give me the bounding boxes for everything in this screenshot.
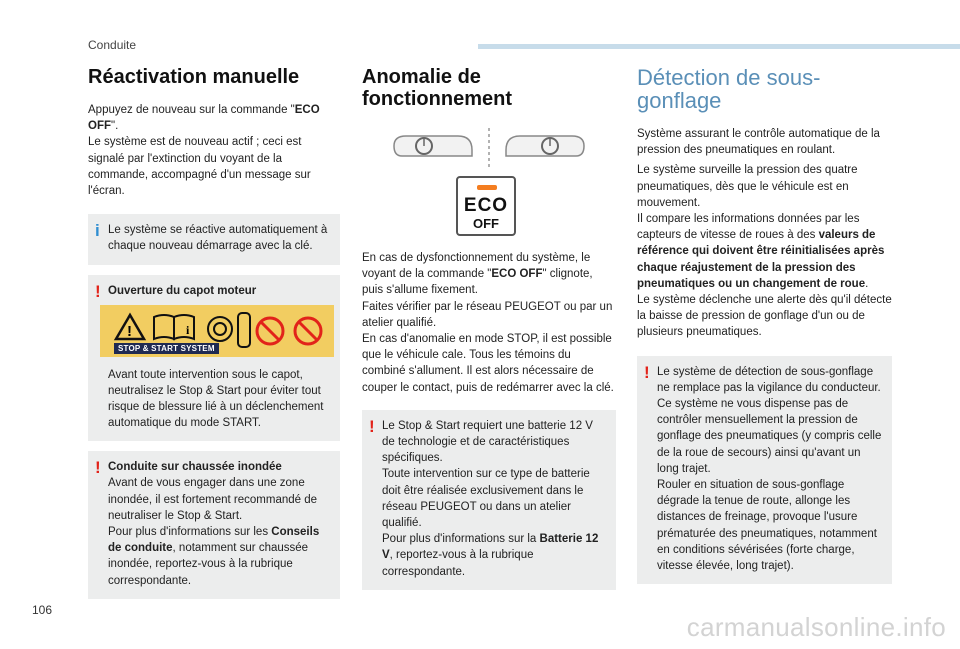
hood-warning-text: Avant toute intervention sous le capot, neutralisez le Stop & Start pour éviter tout risque de blessure lié à un déclenchement automatique du mode START. <box>108 368 324 430</box>
svg-text:!: ! <box>127 322 132 340</box>
reactivation-text: Appuyez de nouveau sur la commande "ECO OFF". Le système est de nouveau actif ; ceci est signalé par l'extinction du voyant de la commande, accompagné d'un message sur l'écran. <box>88 104 320 198</box>
flood-warning-title: Conduite sur chaussée inondée <box>108 461 282 474</box>
column-reactivation <box>88 66 340 599</box>
column-sous-gonflage <box>637 66 892 584</box>
anomalie-text: En cas de dysfonctionnement du système, le voyant de la commande "ECO OFF" clignote, puis s'allume fixement. Faites vérifier par le réseau PEUGEOT ou par un atelier qualifié. En cas d'anomalie en mode STOP, il est possible que le véhicule cale. Tous les témoins du combiné s'allument. Il est alors nécessaire de couper le contact, puis de redémarrer avec la clé. <box>362 252 614 394</box>
warning-icon: ! <box>644 362 650 382</box>
eco-off-illustration <box>362 124 616 242</box>
hood-warning-title: Ouverture du capot moteur <box>108 284 257 297</box>
warning-icon: ! <box>95 458 101 478</box>
section-title-reactivation: Réactivation manuelle <box>88 66 300 88</box>
stop-start-banner <box>100 305 334 357</box>
warning-box-flood <box>88 451 340 598</box>
watermark: carmanualsonline.info <box>686 612 946 642</box>
header-bar <box>478 44 960 49</box>
warning-icon: ! <box>95 281 101 301</box>
dashboard-pictogram <box>362 124 616 176</box>
eco-off-button: ECO OFF <box>456 176 516 236</box>
eco-off-led <box>477 185 497 190</box>
page-number: 106 <box>32 603 53 617</box>
warning-icon: ! <box>369 416 375 436</box>
sous-gonflage-warning-text: Le système de détection de sous-gonflage ne remplace pas la vigilance du conducteur. Ce système ne vous dispense pas de contrôler mensuellement la pression de gonflage des pneumatiques (y compris celle de la roue de secours) ainsi qu'avant un long trajet. Rouler en situation de sous-gonflage dégrade la tenue de route, allonge les distances de freinage, provoque l'usure prématurée des pneumatiques, notamment en conditions sévérisées (forte charge, vitesse élevée, long trajet). <box>657 365 882 573</box>
warning-box-sous-gonflage <box>637 356 892 585</box>
sous-gonflage-text: Le système surveille la pression des quatre pneumatiques, dès que le véhicule est en mouvement. Il compare les informations données par les capteurs de vitesse de roues à des valeurs de référence qui doivent être réinitialisées après chaque réajustement de la pression des pneumatiques ou un changement de roue. Le système déclenche une alerte dès qu'il détecte la baisse de pression de gonflage d'un ou de plusieurs pneumatiques. <box>637 164 892 339</box>
warning-box-hood <box>88 275 340 442</box>
info-text: Le système se réactive automatiquement à chaque nouveau démarrage avec la clé. <box>108 224 328 253</box>
section-title-anomalie: Anomalie de fonctionnement <box>362 66 512 110</box>
info-box-reactivation <box>88 214 340 264</box>
stop-start-label: STOP & START SYSTEM <box>114 343 219 354</box>
info-icon: i <box>95 221 100 241</box>
flood-warning-text: Avant de vous engager dans une zone inondée, il est fortement recommandé de neutraliser le Stop & Start. Pour plus d'informations sur les Conseils de conduite, notamment sur chaussée inondée, reportez-vous à la rubrique correspondante. <box>108 477 320 587</box>
battery-warning-text: Le Stop & Start requiert une batterie 12 V de technologie et de caractéristiques spécifiques. Toute intervention sur ce type de batterie doit être réalisée exclusivement dans le réseau PEUGEOT ou dans un atelier qualifié. Pour plus d'informations sur la Batterie 12 V, reportez-vous à la rubrique correspondante. <box>382 419 599 578</box>
svg-text:i: i <box>186 322 190 337</box>
section-title-sous-gonflage: Détection de sous-gonflage <box>637 65 821 113</box>
column-anomalie <box>362 66 616 590</box>
sous-gonflage-intro: Système assurant le contrôle automatique de la pression des pneumatiques en roulant. <box>637 128 880 157</box>
warning-box-battery <box>362 410 616 590</box>
section-header: Conduite <box>88 38 137 52</box>
